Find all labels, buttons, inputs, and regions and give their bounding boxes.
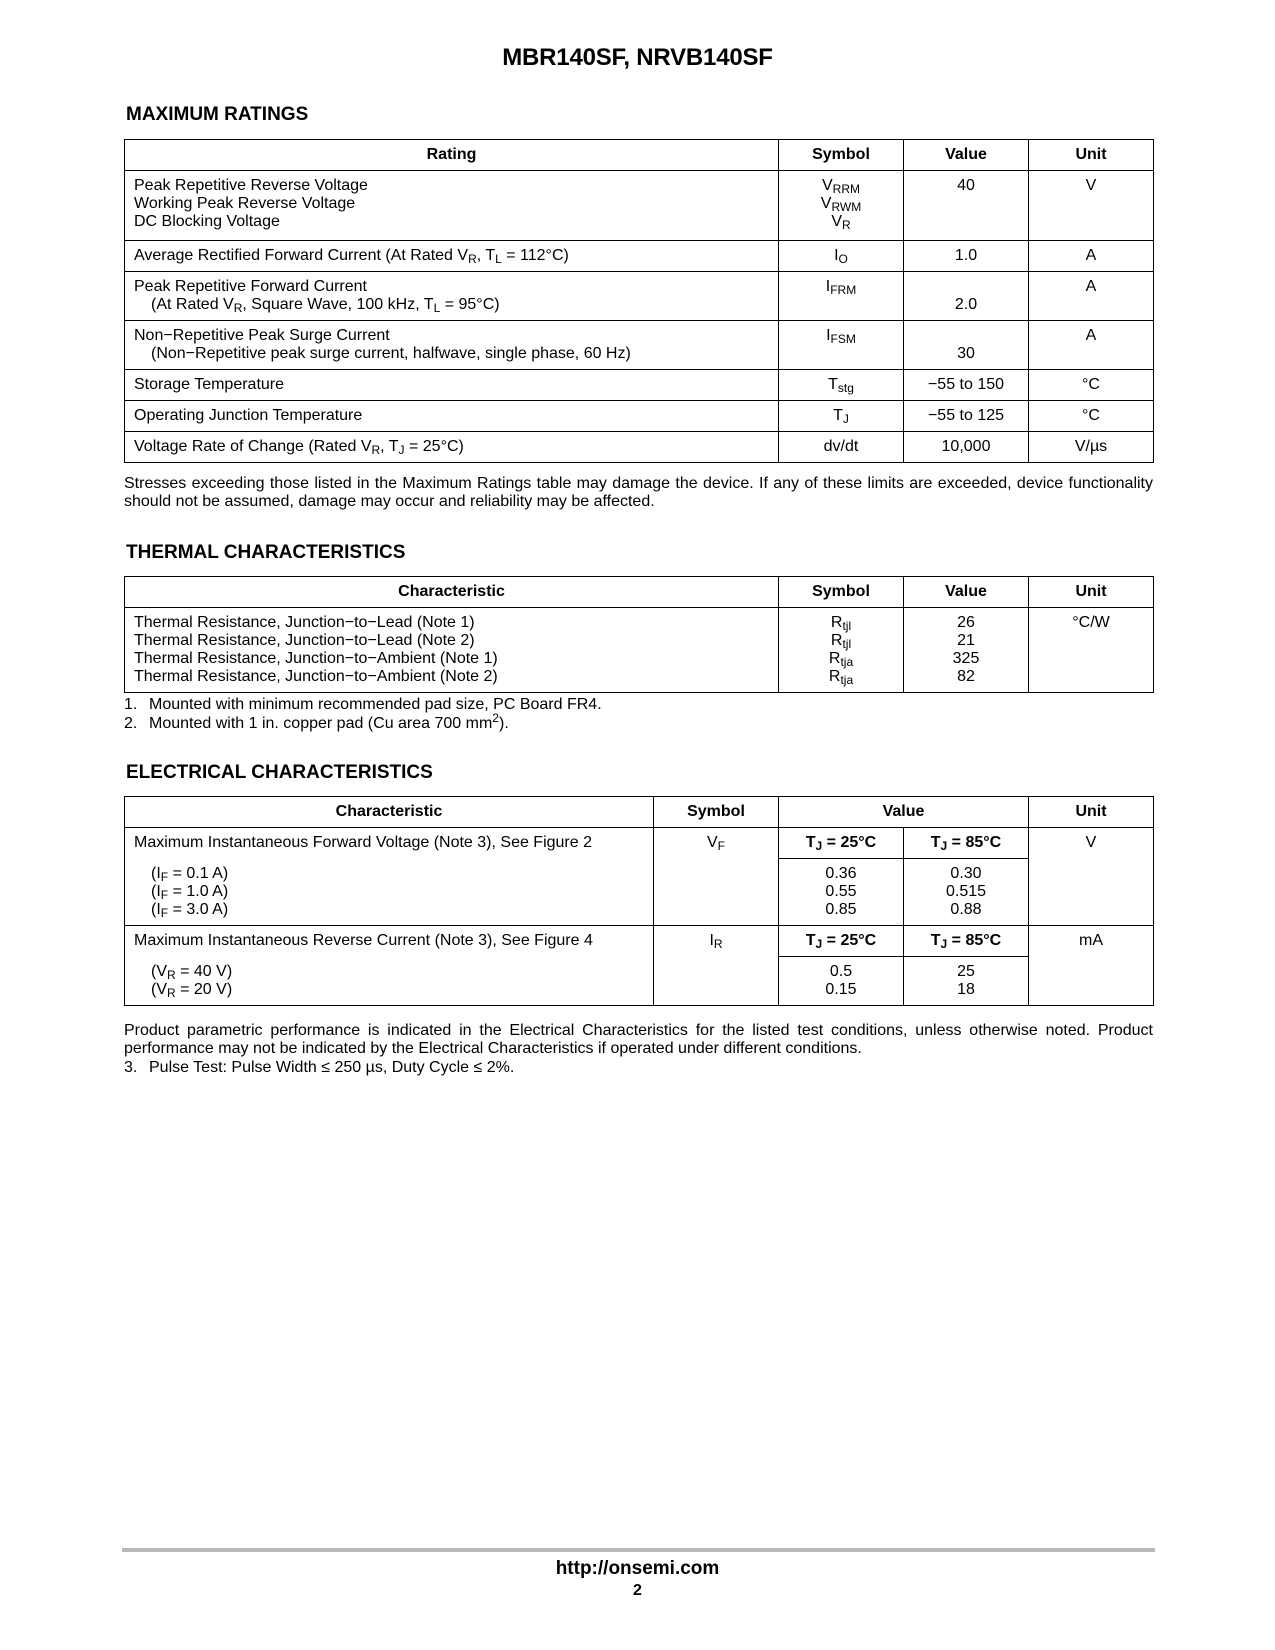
footer-divider <box>122 1548 1155 1552</box>
table-row <box>125 926 1154 957</box>
footnote-3: 3. Pulse Test: Pulse Width ≤ 250 µs, Duty Cycle ≤ 2%. <box>124 1059 515 1076</box>
tj-85-label: $T_J = 85^\circ C$ <box>904 828 1029 859</box>
table-row <box>125 401 1154 432</box>
table-row <box>125 272 1154 321</box>
value-cell: −55 to 125 <box>904 401 1029 432</box>
value-cell: 2.0 <box>904 272 1029 321</box>
symbol-cell: $I_{FSM}$ <box>779 321 904 370</box>
col-header-rating: Rating <box>125 140 779 171</box>
table-row <box>125 241 1154 272</box>
table-row <box>125 432 1154 463</box>
rating-cell: Peak Repetitive Forward Current (At Rated $V_R$, Square Wave, 100 kHz, $T_L = 95^\circ C$) <box>125 272 779 321</box>
symbol-cell: $R_{tjl}$ $R_{tjl}$ $R_{tja}$ $R_{tja}$ <box>779 608 904 693</box>
symbol-cell: $I_O$ <box>779 241 904 272</box>
characteristic-cell: Thermal Resistance, Junction−to−Lead (Note 1) Thermal Resistance, Junction−to−Lead (Note 2) Thermal Resistance, Junction−to−Ambient (Note 1) Thermal Resistance, Junction−to−Ambient (Note 2) <box>125 608 779 693</box>
unit-cell: °C <box>1029 401 1154 432</box>
unit-cell: °C <box>1029 370 1154 401</box>
value-cell-25: 0.36 0.55 0.85 <box>779 859 904 926</box>
thermal-heading: THERMAL CHARACTERISTICS <box>126 542 406 563</box>
rating-cell: Voltage Rate of Change (Rated $V_R$, $T_J = 25^\circ C$) <box>125 432 779 463</box>
symbol-cell: $V_{RRM}$ $V_{RWM}$ $V_R$ <box>779 171 904 241</box>
footnote-1: 1. Mounted with minimum recommended pad size, PC Board FR4. <box>124 696 602 713</box>
col-header-unit: Unit <box>1029 577 1154 608</box>
rating-cell: Operating Junction Temperature <box>125 401 779 432</box>
unit-cell: A <box>1029 321 1154 370</box>
characteristic-cell: Maximum Instantaneous Reverse Current (Note 3), See Figure 4 ($V_R = 40$ V) ($V_R = 20$ V) <box>125 926 654 1006</box>
symbol-cell: $V_F$ <box>654 828 779 926</box>
col-header-characteristic: Characteristic <box>125 797 654 828</box>
col-header-unit: Unit <box>1029 797 1154 828</box>
electrical-note: Product parametric performance is indicated in the Electrical Characteristics for the listed test conditions, unless otherwise noted. Product performance may not be indicated by the Electrical Characteristics if operated under different conditions. <box>124 1022 1153 1057</box>
unit-cell: A <box>1029 241 1154 272</box>
electrical-table <box>124 796 1154 1006</box>
col-header-symbol: Symbol <box>779 577 904 608</box>
value-cell: 40 <box>904 171 1029 241</box>
table-header-row <box>125 140 1154 171</box>
max-ratings-heading: MAXIMUM RATINGS <box>126 104 309 125</box>
value-cell: −55 to 150 <box>904 370 1029 401</box>
col-header-symbol: Symbol <box>654 797 779 828</box>
unit-cell: mA <box>1029 926 1154 1006</box>
page-title: MBR140SF, NRVB140SF <box>502 44 773 71</box>
value-cell-25: 0.5 0.15 <box>779 957 904 1006</box>
table-header-row <box>125 797 1154 828</box>
table-row <box>125 171 1154 241</box>
footer-url[interactable]: http://onsemi.com <box>555 1558 720 1579</box>
col-header-value: Value <box>904 140 1029 171</box>
symbol-cell: $I_{FRM}$ <box>779 272 904 321</box>
value-cell: 1.0 <box>904 241 1029 272</box>
tj-85-label: $T_J = 85^\circ C$ <box>904 926 1029 957</box>
page-number: 2 <box>633 1582 642 1599</box>
footnote-2: 2. Mounted with 1 in. copper pad (Cu area 700 $mm^2$). <box>124 711 509 732</box>
col-header-symbol: Symbol <box>779 140 904 171</box>
col-header-value: Value <box>904 577 1029 608</box>
rating-cell: Average Rectified Forward Current (At Rated $V_R$, $T_L = 112^\circ C$) <box>125 241 779 272</box>
symbol-cell: $T_J$ <box>779 401 904 432</box>
unit-cell: V <box>1029 828 1154 926</box>
value-cell-85: 25 18 <box>904 957 1029 1006</box>
characteristic-cell: Maximum Instantaneous Forward Voltage (Note 3), See Figure 2 ($I_F = 0.1$ A) ($I_F = 1.0$ A) ($I_F = 3.0$ A) <box>125 828 654 926</box>
rating-cell: Storage Temperature <box>125 370 779 401</box>
unit-cell: V/µs <box>1029 432 1154 463</box>
symbol-cell: $T_{stg}$ <box>779 370 904 401</box>
max-ratings-table <box>124 139 1154 463</box>
value-cell-85: 0.30 0.515 0.88 <box>904 859 1029 926</box>
table-row <box>125 828 1154 859</box>
tj-25-label: $T_J = 25^\circ C$ <box>779 926 904 957</box>
value-cell: 10,000 <box>904 432 1029 463</box>
tj-25-label: $T_J = 25^\circ C$ <box>779 828 904 859</box>
symbol-cell: dv/dt <box>779 432 904 463</box>
unit-cell: °C/W <box>1029 608 1154 693</box>
col-header-unit: Unit <box>1029 140 1154 171</box>
unit-cell: V <box>1029 171 1154 241</box>
max-ratings-note: Stresses exceeding those listed in the Maximum Ratings table may damage the device. If any of these limits are exceeded, device functionality should not be assumed, damage may occur and reliability may be affected. <box>124 475 1153 510</box>
table-header-row <box>125 577 1154 608</box>
electrical-heading: ELECTRICAL CHARACTERISTICS <box>126 762 433 783</box>
rating-cell: Peak Repetitive Reverse Voltage Working Peak Reverse Voltage DC Blocking Voltage <box>125 171 779 241</box>
thermal-table <box>124 576 1154 693</box>
rating-cell: Non−Repetitive Peak Surge Current (Non−Repetitive peak surge current, halfwave, single phase, 60 Hz) <box>125 321 779 370</box>
unit-cell: A <box>1029 272 1154 321</box>
col-header-characteristic: Characteristic <box>125 577 779 608</box>
table-row <box>125 370 1154 401</box>
value-cell: 26 21 325 82 <box>904 608 1029 693</box>
symbol-cell: $I_R$ <box>654 926 779 1006</box>
table-row <box>125 608 1154 693</box>
value-cell: 30 <box>904 321 1029 370</box>
col-header-value: Value <box>779 797 1029 828</box>
table-row <box>125 321 1154 370</box>
